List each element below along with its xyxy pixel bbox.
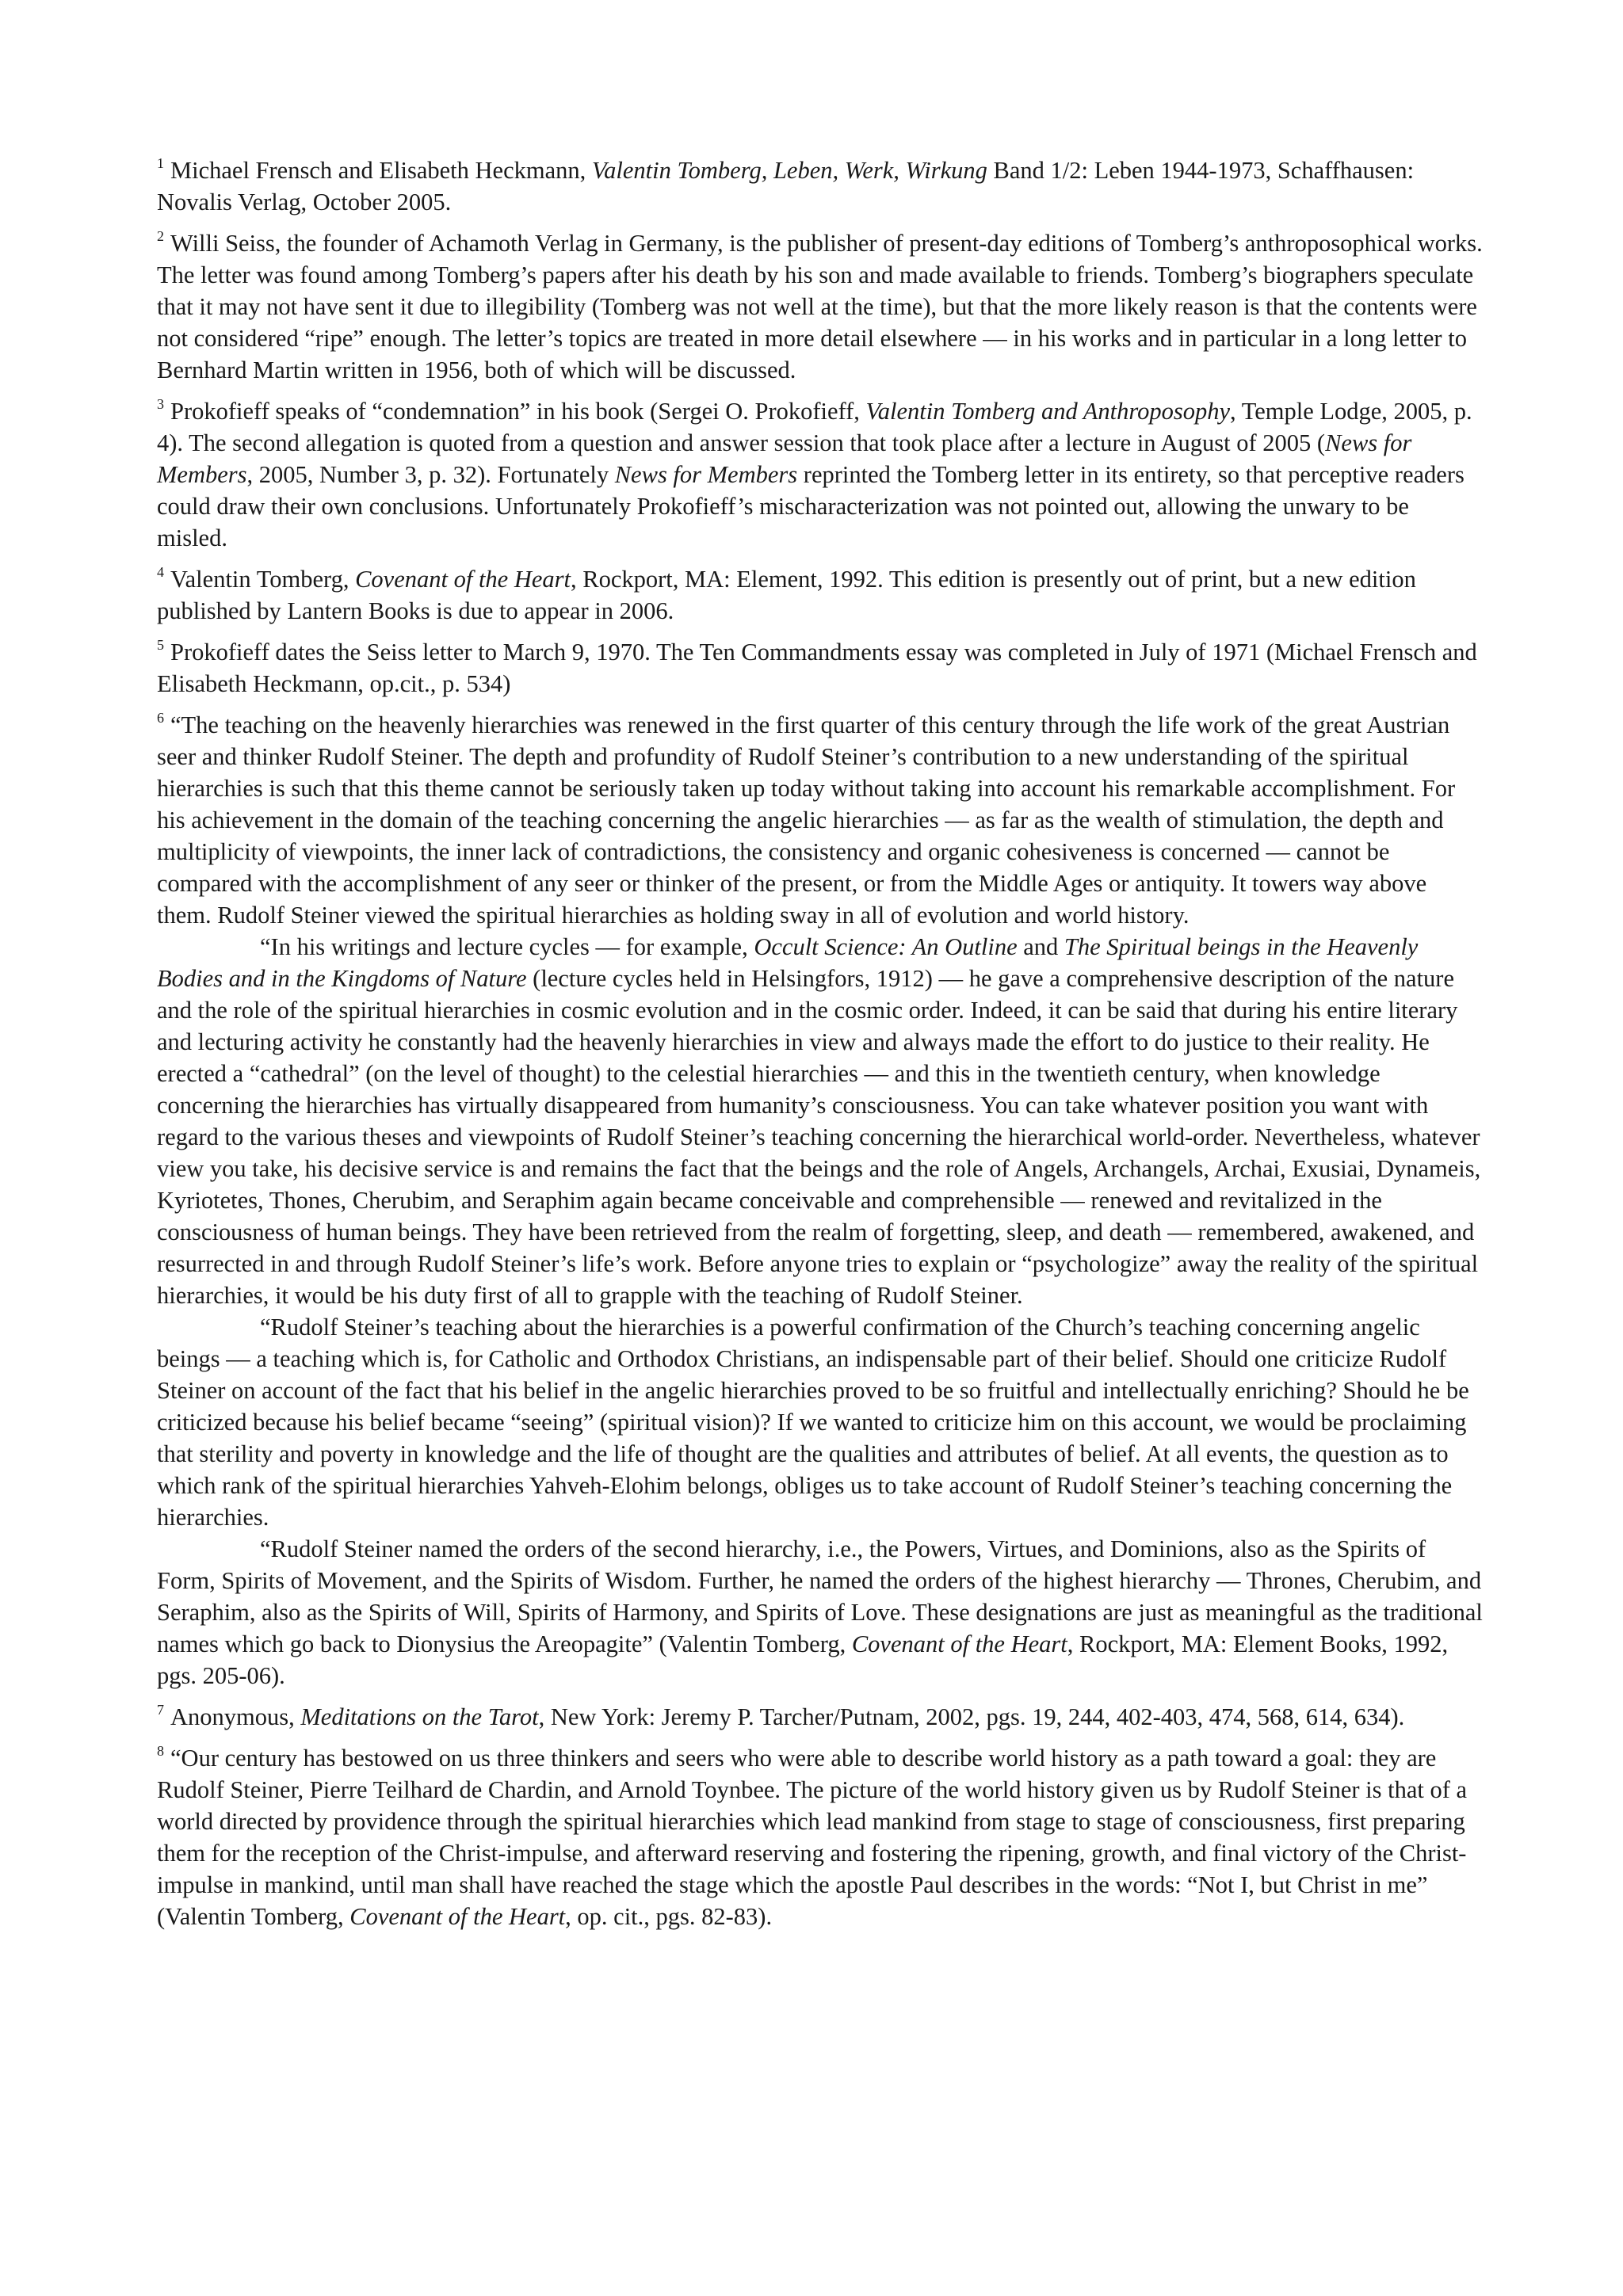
- footnote-text: reprinted the Tomberg letter in its entirety, so that perceptive readers could draw their own conclusions. Unfortunately Prokofieff’s mischaracterization was not pointed out, allowing the unwary to be misled.: [157, 461, 1465, 551]
- italic-title: News for Members: [157, 429, 1412, 488]
- footnote-paragraph: [157, 563, 1484, 627]
- footnote-paragraph: [157, 1533, 1484, 1691]
- footnote-paragraph: [157, 154, 1484, 218]
- footnote-paragraph: [157, 709, 1484, 931]
- footnote: [157, 1701, 1484, 1733]
- footnote-paragraph: [157, 1311, 1484, 1533]
- footnote-paragraph: [157, 1701, 1484, 1733]
- footnote-number: 2: [157, 228, 164, 244]
- footnotes-section: [157, 154, 1484, 1932]
- footnote-number: 6: [157, 710, 164, 726]
- italic-title: Meditations on the Tarot: [300, 1703, 539, 1730]
- footnote: [157, 709, 1484, 1691]
- footnote-number: 8: [157, 1743, 164, 1759]
- footnote-text: Prokofieff dates the Seiss letter to March 9, 1970. The Ten Commandments essay was completed in July of 1971 (Michael Frensch and Elisabeth Heckmann, op.cit., p. 534): [157, 639, 1477, 697]
- footnote-text: Willi Seiss, the founder of Achamoth Verlag in Germany, is the publisher of present-day editions of Tomberg’s anthroposophical works. The letter was found among Tomberg’s papers after his death by his son and made available to friends. Tomberg’s biographers speculate that it may not have sent it due to illegibility (Tomberg was not well at the time), but that the more likely reason is that the contents were not considered “ripe” enough. The letter’s topics are treated in more detail elsewhere — in his works and in particular in a long letter to Bernhard Martin written in 1956, both of which will be discussed.: [157, 230, 1483, 383]
- footnote: [157, 227, 1484, 386]
- italic-title: Covenant of the Heart: [355, 566, 571, 593]
- footnote-number: 1: [157, 155, 164, 171]
- footnote-number: 5: [157, 637, 164, 653]
- footnote-text: Valentin Tomberg,: [170, 566, 356, 593]
- footnote-text: , Rockport, MA: Element, 1992. This edition is presently out of print, but a new edition published by Lantern Books is due to appear in 2006.: [157, 566, 1416, 624]
- italic-title: Occult Science: An Outline: [754, 933, 1018, 960]
- footnote-number: 4: [157, 564, 164, 580]
- footnote: [157, 154, 1484, 218]
- italic-title: News for Members: [614, 461, 798, 488]
- footnote-text: “Rudolf Steiner’s teaching about the hierarchies is a powerful confirmation of the Church’s teaching concerning angelic beings — a teaching which is, for Catholic and Orthodox Christians, an indispensable part of their belief. Should one criticize Rudolf Steiner on account of the fact that his belief in the angelic hierarchies proved to be so fruitful and intellectually enriching? Should he be criticized because his belief became “seeing” (spiritual vision)? If we wanted to criticize him on this account, we would be proclaiming that sterility and poverty in knowledge and the life of thought are the qualities and attributes of belief. At all events, the question as to which rank of the spiritual hierarchies Yahveh-Elohim belongs, obliges us to take account of Rudolf Steiner’s teaching concerning the hierarchies.: [157, 1314, 1469, 1531]
- footnote-text: “The teaching on the heavenly hierarchies was renewed in the first quarter of this century through the life work of the great Austrian seer and thinker Rudolf Steiner. The depth and profundity of Rudolf Steiner’s contribution to a new understanding of the spiritual hierarchies is such that this theme cannot be seriously taken up today without taking into account his remarkable accomplishment. For his achievement in the domain of the teaching concerning the angelic hierarchies — as far as the wealth of stimulation, the depth and multiplicity of viewpoints, the inner lack of contradictions, the consistency and organic cohesiveness is concerned — cannot be compared with the accomplishment of any seer or thinker of the present, or from the Middle Ages or antiquity. It towers way above them. Rudolf Steiner viewed the spiritual hierarchies as holding sway in all of evolution and world history.: [157, 711, 1456, 929]
- footnote-text: “Rudolf Steiner named the orders of the second hierarchy, i.e., the Powers, Virtues, and Dominions, also as the Spirits of Form, Spirits of Movement, and the Spirits of Wisdom. Further, he named the orders of the highest hierarchy — Thrones, Cherubim, and Seraphim, also as the Spirits of Will, Spirits of Harmony, and Spirits of Love. These designations are just as meaningful as the traditional names which go back to Dionysius the Areopagite” (Valentin Tomberg,: [157, 1535, 1483, 1657]
- footnote-text: , Temple Lodge, 2005, p. 4). The second allegation is quoted from a question and answer session that took place after a lecture in August of 2005 (: [157, 398, 1472, 456]
- footnote-text: Band 1/2: Leben 1944-1973, Schaffhausen: Novalis Verlag, October 2005.: [157, 157, 1415, 215]
- footnote-text: Michael Frensch and Elisabeth Heckmann,: [170, 157, 592, 184]
- footnote-text: Prokofieff speaks of “condemnation” in his book (Sergei O. Prokofieff,: [170, 398, 866, 425]
- italic-title: The Spiritual beings in the Heavenly Bodies and in the Kingdoms of Nature: [157, 933, 1419, 992]
- footnote-text: , 2005, Number 3, p. 32). Fortunately: [246, 461, 615, 488]
- italic-title: Covenant of the Heart: [349, 1903, 566, 1930]
- footnote-text: , New York: Jeremy P. Tarcher/Putnam, 2002, pgs. 19, 244, 402-403, 474, 568, 614, 634).: [538, 1703, 1405, 1730]
- italic-title: Covenant of the Heart: [851, 1630, 1067, 1657]
- footnote: [157, 636, 1484, 700]
- footnote-text: , op. cit., pgs. 82-83).: [565, 1903, 773, 1930]
- footnote: [157, 395, 1484, 554]
- footnote-paragraph: [157, 1742, 1484, 1932]
- footnote: [157, 1742, 1484, 1932]
- footnote-paragraph: [157, 636, 1484, 700]
- footnote-paragraph: [157, 931, 1484, 1311]
- footnote-text: “Our century has bestowed on us three thinkers and seers who were able to describe world history as a path toward a goal: they are Rudolf Steiner, Pierre Teilhard de Chardin, and Arnold Toynbee. The picture of the world history given us by Rudolf Steiner is that of a world directed by providence through the spiritual hierarchies which lead mankind from stage to stage of consciousness, first preparing them for the reception of the Christ-impulse, and afterward reserving and fostering the ripening, growth, and final victory of the Christ-impulse in mankind, until man shall have reached the stage which the apostle Paul describes in the words: “Not I, but Christ in me” (Valentin Tomberg,: [157, 1745, 1468, 1930]
- footnote-text: and: [1017, 933, 1064, 960]
- footnote-paragraph: [157, 227, 1484, 386]
- footnote-number: 3: [157, 396, 164, 412]
- italic-title: Valentin Tomberg, Leben, Werk, Wirkung: [591, 157, 987, 184]
- footnote-text: , Rockport, MA: Element Books, 1992, pgs. 205-06).: [157, 1630, 1449, 1689]
- italic-title: Valentin Tomberg and Anthroposophy: [865, 398, 1231, 425]
- footnote: [157, 563, 1484, 627]
- footnote-paragraph: [157, 395, 1484, 554]
- footnote-text: “In his writings and lecture cycles — for example,: [260, 933, 754, 960]
- footnote-text: (lecture cycles held in Helsingfors, 1912) — he gave a comprehensive description of the nature and the role of the spiritual hierarchies in cosmic evolution and in the cosmic order. Indeed, it can be said that during his entire literary and lecturing activity he constantly had the heavenly hierarchies in view and always made the effort to do justice to their reality. He erected a “cathedral” (on the level of thought) to the celestial hierarchies — and this in the twentieth century, when knowledge concerning the hierarchies has virtually disappeared from humanity’s consciousness. You can take whatever position you want with regard to the various theses and viewpoints of Rudolf Steiner’s teaching concerning the hierarchical world-order. Nevertheless, whatever view you take, his decisive service is and remains the fact that the beings and the role of Angels, Archangels, Archai, Exusiai, Dynameis, Kyriotetes, Thones, Cherubim, and Seraphim again became conceivable and comprehensible — renewed and revitalized in the consciousness of human beings. They have been retrieved from the realm of forgetting, sleep, and death — remembered, awakened, and resurrected in and through Rudolf Steiner’s life’s work. Before anyone tries to explain or “psychologize” away the reality of the spiritual hierarchies, it would be his duty first of all to grapple with the teaching of Rudolf Steiner.: [157, 965, 1481, 1309]
- footnote-number: 7: [157, 1702, 164, 1718]
- footnote-text: Anonymous,: [170, 1703, 301, 1730]
